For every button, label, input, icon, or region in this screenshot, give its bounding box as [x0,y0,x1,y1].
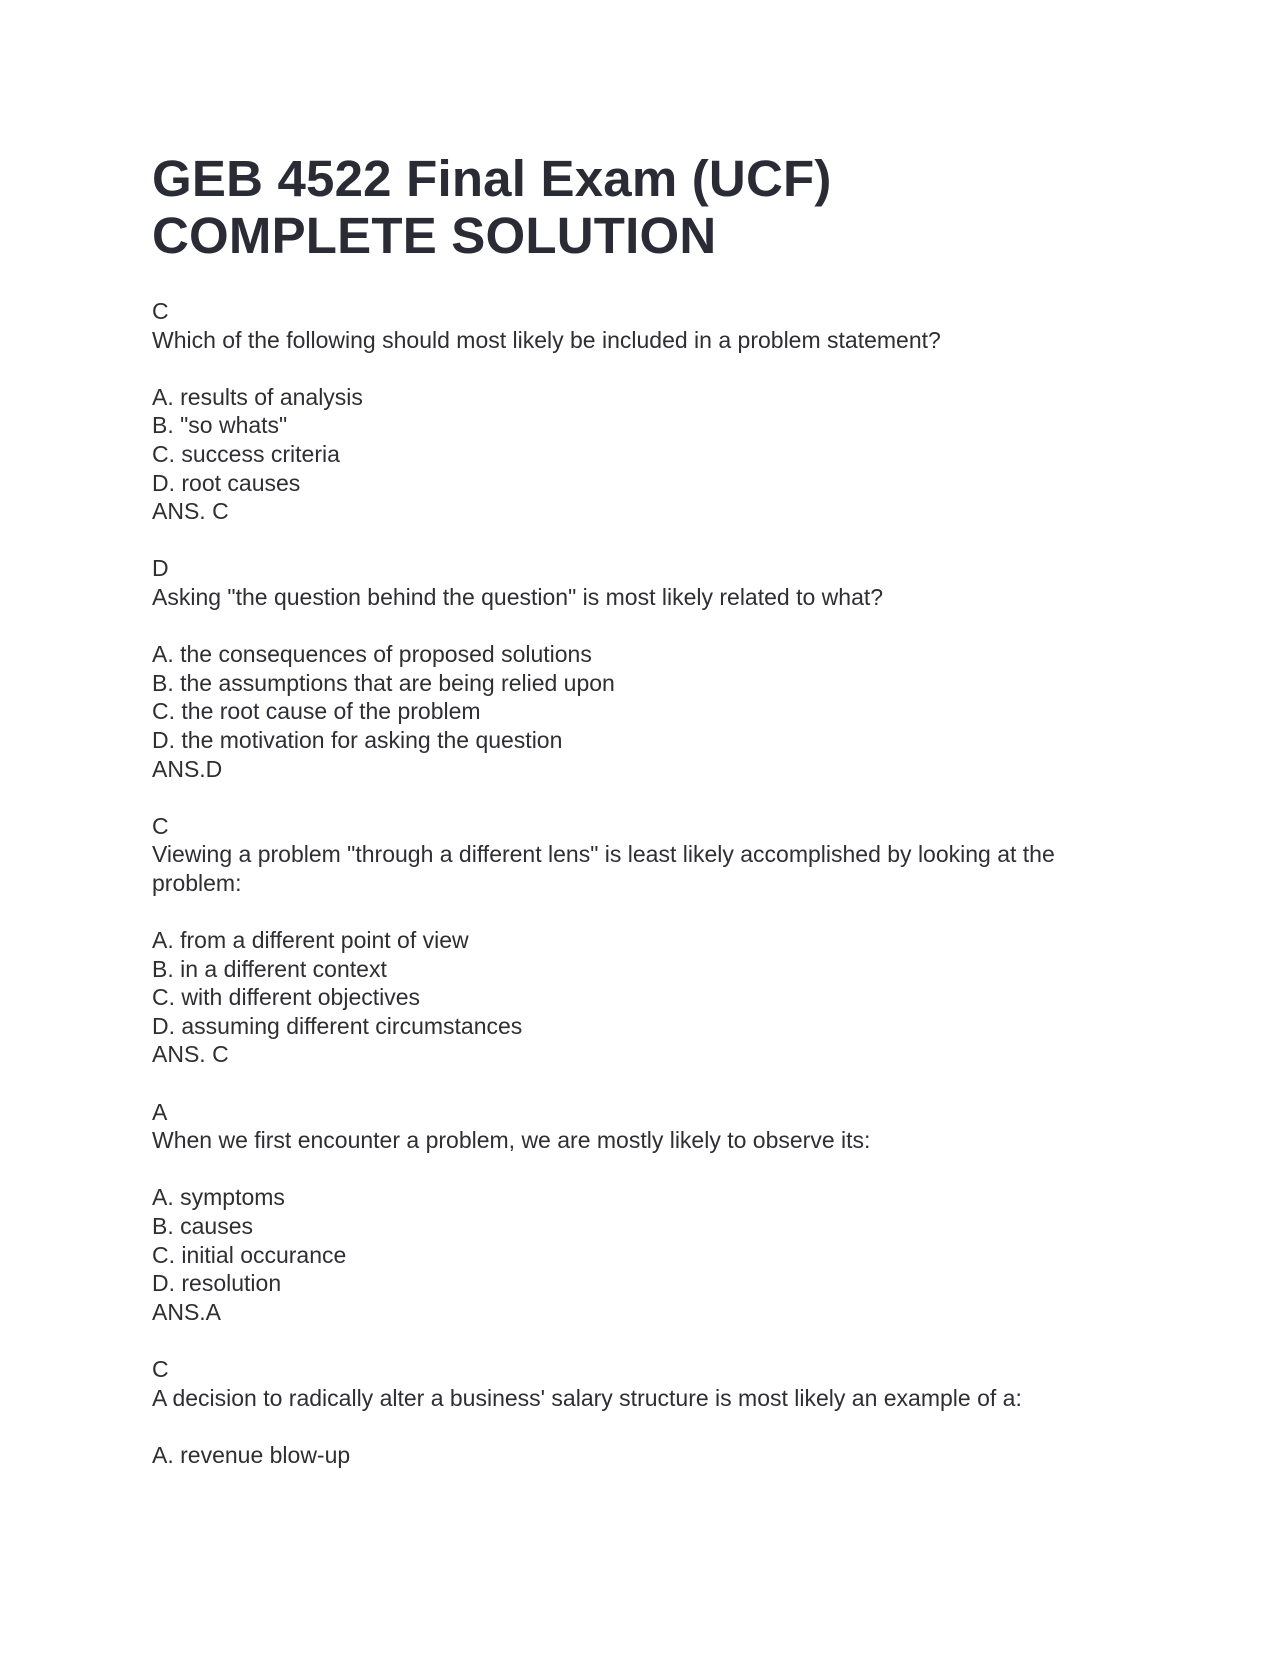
answer-key: ANS. C [152,1041,229,1068]
document-page [152,150,1112,1498]
answer-option: C. initial occurance [152,1241,347,1268]
answer-key: ANS. C [152,498,229,525]
answer-option: C. with different objectives [152,984,421,1011]
question-text: When we first encounter a problem, we are mostly likely to observe its: [152,1127,871,1154]
answer-option: A. revenue blow-up [152,1441,351,1468]
spacer [152,1155,1112,1184]
answer-option: A. the consequences of proposed solutions [152,641,592,668]
question-label: A [152,1098,168,1125]
answer-option: C. the root cause of the problem [152,698,481,725]
answer-option: B. the assumptions that are being relied upon [152,669,615,696]
answer-option: A. results of analysis [152,383,363,410]
question-text: Viewing a problem "through a different lens" is least likely accomplished by looking at the problem: [152,841,1055,896]
spacer [152,897,1112,926]
answer-option: B. "so whats" [152,412,288,439]
document-title: GEB 4522 Final Exam (UCF) COMPLETE SOLUTION [152,150,832,264]
answer-option: B. causes [152,1213,253,1239]
question-text: Asking "the question behind the question" is most likely related to what? [152,583,884,610]
spacer [152,354,1112,383]
answer-option: D. assuming different circumstances [152,1012,523,1039]
question-block [152,1355,1112,1469]
question-block [152,554,1112,783]
spacer [152,1412,1112,1441]
answer-option: A. from a different point of view [152,927,469,954]
question-block [152,1098,1112,1327]
answer-key: ANS.D [152,755,223,782]
question-label: C [152,812,169,839]
question-label: C [152,1355,169,1382]
answer-option: C. success criteria [152,440,340,467]
question-block [152,297,1112,526]
answer-option: D. root causes [152,469,301,496]
question-label: D [152,555,169,582]
question-label: C [152,298,169,324]
question-block [152,812,1112,1069]
answer-key: ANS.A [152,1298,222,1325]
answer-option: A. symptoms [152,1184,285,1211]
spacer [152,612,1112,641]
answer-option: D. the motivation for asking the question [152,726,563,753]
question-text: Which of the following should most likely be included in a problem statement? [152,326,941,353]
question-text: A decision to radically alter a business' salary structure is most likely an example of a: [152,1384,1022,1411]
answer-option: D. resolution [152,1270,282,1297]
answer-option: B. in a different context [152,955,387,982]
